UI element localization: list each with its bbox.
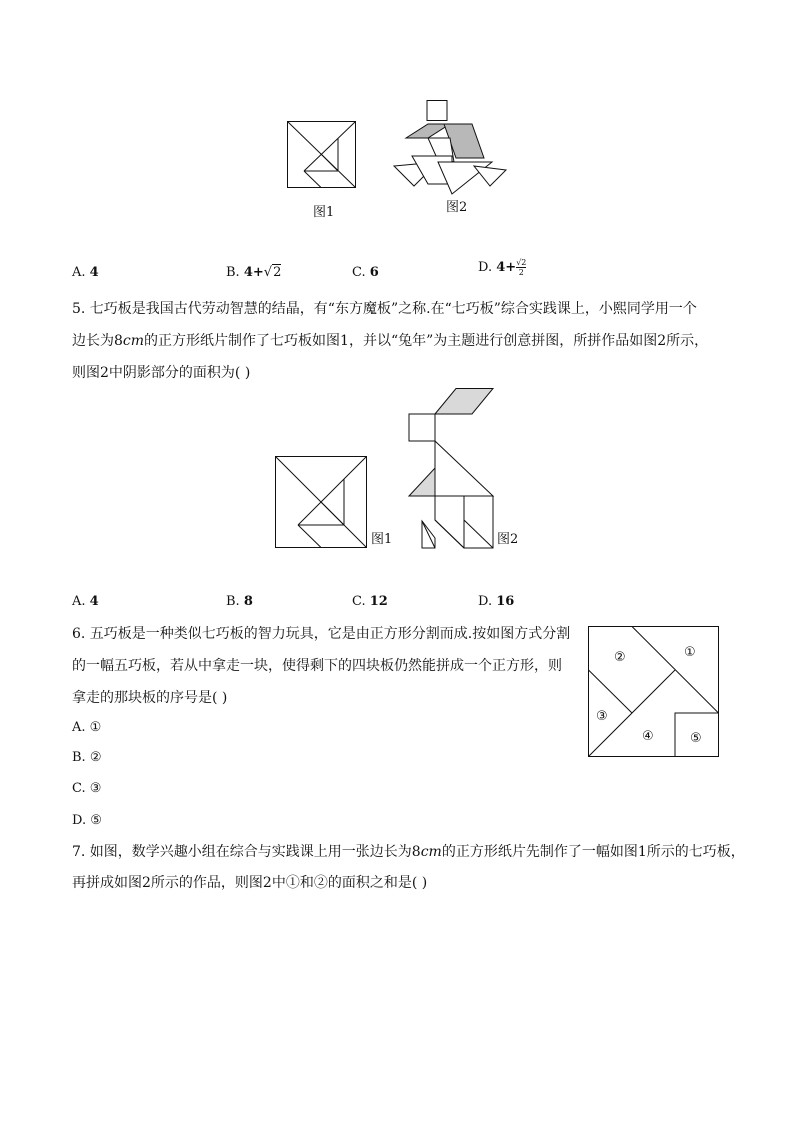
q6-option-b-value: ② bbox=[89, 750, 102, 765]
q6-option-c-letter: C. bbox=[72, 781, 86, 796]
q4-figure-2-caption: 图2 bbox=[446, 200, 468, 215]
q7-line1-unit: cm bbox=[420, 844, 442, 860]
q4-option-a[interactable] bbox=[72, 263, 99, 283]
q5-stem-line-1: 5. 七巧板是我国古代劳动智慧的结晶，有“东方魔板”之称.在“七巧板”综合实践课上，小熙同学用一个 bbox=[72, 301, 697, 317]
q7-line1-b: 的正方形纸片先制作了一幅如图1所示的七巧板， bbox=[441, 844, 745, 860]
q5-stem-line-3: 则图2中阴影部分的面积为( ) bbox=[72, 365, 251, 381]
q5-option-b-value: 8 bbox=[243, 594, 253, 609]
q6-option-d-value: ⑤ bbox=[90, 813, 102, 828]
q7-stem-line-2: 再拼成如图2所示的作品，则图2中①和②的面积之和是( ) bbox=[72, 875, 428, 891]
q6-option-b[interactable] bbox=[72, 748, 101, 768]
q4-option-a-letter: A. bbox=[72, 265, 86, 280]
q6-piece-3-label: ③ bbox=[596, 709, 608, 724]
q6-option-d[interactable] bbox=[72, 811, 102, 831]
q5-figure-2-tangram bbox=[408, 388, 494, 550]
q6-stem-line-2: 的一幅五巧板，若从中拿走一块，使得剩下的四块板仍然能拼成一个正方形，则 bbox=[72, 658, 562, 674]
q6-option-c-value: ③ bbox=[89, 781, 102, 796]
q6-option-b-letter: B. bbox=[72, 750, 86, 765]
q5-figure-1-caption: 图1 bbox=[371, 532, 393, 547]
q4-option-b[interactable] bbox=[226, 263, 281, 283]
q5-option-d-letter: D. bbox=[478, 594, 493, 609]
q7-stem-line-1 bbox=[72, 842, 745, 862]
q4-option-b-letter: B. bbox=[226, 265, 240, 280]
q4-option-b-radicand: 2 bbox=[273, 265, 282, 280]
q4-option-c-letter: C. bbox=[352, 265, 366, 280]
q5-option-c-letter: C. bbox=[352, 594, 366, 609]
q5-option-b[interactable] bbox=[226, 592, 253, 612]
q6-option-a-value: ① bbox=[89, 720, 102, 735]
q4-figure-1-caption: 图1 bbox=[313, 205, 335, 220]
q7-line1-a: 7. 如图，数学兴趣小组在综合与实践课上用一张边长为8 bbox=[72, 844, 421, 860]
q4-option-d-prefix: 4+ bbox=[496, 260, 517, 275]
q5-line2-unit: cm bbox=[122, 333, 145, 349]
q6-stem-line-3: 拿走的那块板的序号是( ) bbox=[72, 690, 228, 706]
q5-option-b-letter: B. bbox=[226, 594, 240, 609]
q4-option-d[interactable] bbox=[478, 258, 526, 278]
q4-option-c[interactable] bbox=[352, 263, 379, 283]
q5-line2-a: 边长为8 bbox=[72, 333, 123, 349]
q6-option-a-letter: A. bbox=[72, 720, 86, 735]
q5-option-a-letter: A. bbox=[72, 594, 86, 609]
q5-option-d[interactable] bbox=[478, 592, 514, 612]
q4-option-d-numerator: √2 bbox=[516, 258, 527, 267]
q5-line2-b: 的正方形纸片制作了七巧板如图1，并以“兔年”为主题进行创意拼图，所拼作品如图2所示， bbox=[144, 333, 709, 349]
q6-option-d-letter: D. bbox=[72, 813, 87, 828]
q5-option-c-value: 12 bbox=[369, 594, 388, 609]
q4-option-d-fraction bbox=[516, 258, 526, 277]
q4-option-b-prefix: 4+ bbox=[243, 265, 264, 280]
q6-option-c[interactable] bbox=[72, 779, 101, 799]
q5-option-d-value: 16 bbox=[496, 594, 515, 609]
q4-option-a-value: 4 bbox=[89, 265, 99, 280]
q4-option-c-value: 6 bbox=[369, 265, 379, 280]
q5-figure-1-tangram bbox=[275, 456, 367, 548]
q6-piece-5-label: ⑤ bbox=[690, 731, 702, 746]
q5-stem-line-2 bbox=[72, 331, 708, 351]
q5-option-a[interactable] bbox=[72, 592, 99, 612]
q6-figure-pentomino bbox=[588, 626, 720, 758]
q4-option-d-denominator: 2 bbox=[516, 267, 526, 277]
q4-figure-1-tangram bbox=[287, 121, 357, 189]
q4-figure-2-tangram bbox=[392, 100, 508, 196]
q4-option-b-radical: √ bbox=[263, 265, 273, 280]
q6-piece-1-label: ① bbox=[684, 645, 696, 660]
q5-option-c[interactable] bbox=[352, 592, 388, 612]
q6-stem-line-1: 6. 五巧板是一种类似七巧板的智力玩具，它是由正方形分割而成.按如图方式分割 bbox=[72, 626, 571, 642]
q6-piece-2-label: ② bbox=[614, 650, 626, 665]
q5-option-a-value: 4 bbox=[89, 594, 99, 609]
q6-option-a[interactable] bbox=[72, 718, 101, 738]
q4-option-d-letter: D. bbox=[478, 260, 493, 275]
q5-figure-2-caption: 图2 bbox=[497, 532, 519, 547]
q6-piece-4-label: ④ bbox=[642, 729, 654, 744]
